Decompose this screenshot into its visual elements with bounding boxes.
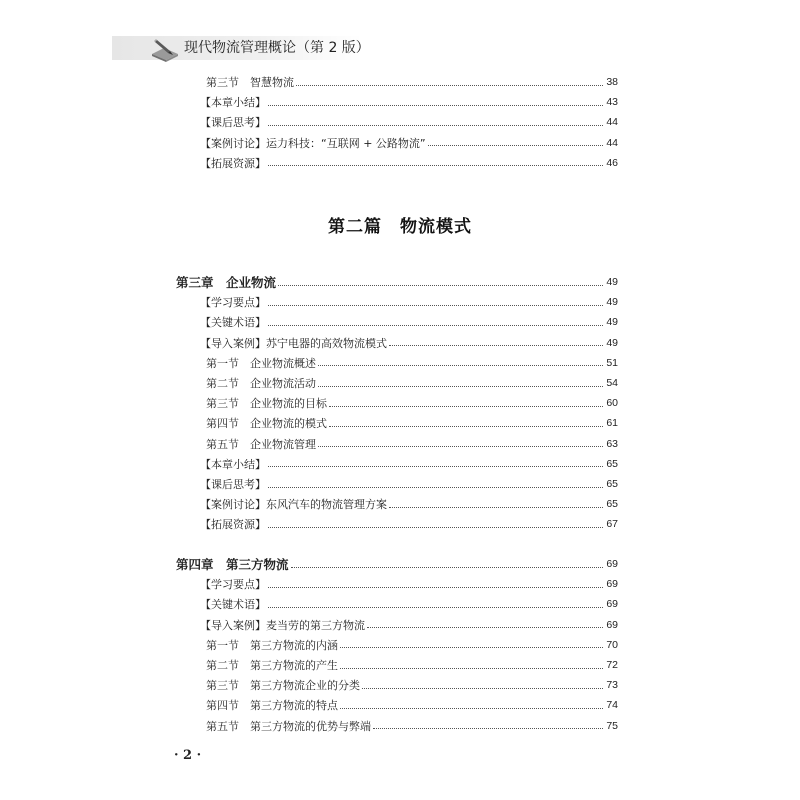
dot-leader bbox=[268, 325, 603, 326]
dot-leader bbox=[268, 527, 603, 528]
toc-entry bbox=[200, 514, 618, 534]
toc-page-number: 38 bbox=[606, 76, 618, 88]
toc-label: 【课后思考】 bbox=[200, 478, 266, 491]
toc-page-number: 49 bbox=[606, 296, 618, 309]
toc-page-number: 69 bbox=[606, 618, 618, 631]
dot-leader bbox=[268, 305, 603, 306]
dot-leader bbox=[268, 105, 603, 106]
toc-entry bbox=[200, 494, 618, 514]
dot-leader bbox=[268, 466, 603, 467]
toc-page-number: 60 bbox=[606, 397, 618, 410]
chapter-heading bbox=[176, 272, 618, 292]
toc-label: 第三章 企业物流 bbox=[176, 275, 277, 290]
toc-label: 【本章小结】 bbox=[200, 457, 266, 471]
dot-leader bbox=[268, 487, 603, 488]
toc-entry bbox=[200, 574, 618, 594]
dot-leader bbox=[268, 607, 603, 608]
toc-page-number: 49 bbox=[606, 336, 618, 349]
toc-label: 【导入案例】苏宁电器的高效物流模式 bbox=[200, 336, 387, 350]
toc-page-number: 43 bbox=[606, 96, 618, 109]
toc-page-number: 65 bbox=[606, 457, 618, 470]
toc-entry bbox=[206, 675, 618, 695]
toc-label: 第三节 智慧物流 bbox=[206, 76, 294, 89]
dot-leader bbox=[389, 345, 603, 346]
toc-page-number: 44 bbox=[606, 136, 618, 149]
dot-leader bbox=[367, 627, 603, 628]
toc-page-number: 74 bbox=[606, 699, 618, 712]
toc-entry bbox=[206, 716, 618, 736]
toc-entry bbox=[206, 635, 618, 655]
toc-entry bbox=[200, 292, 618, 312]
chapter-heading bbox=[176, 554, 618, 574]
toc-label: 第五节 第三方物流的优势与弊端 bbox=[206, 719, 371, 733]
dot-leader bbox=[340, 668, 603, 669]
toc-label: 第四节 第三方物流的特点 bbox=[206, 699, 338, 713]
toc-entry bbox=[206, 393, 618, 413]
dot-leader bbox=[296, 85, 603, 86]
toc-entry bbox=[200, 153, 618, 173]
dot-leader bbox=[329, 406, 603, 407]
toc-label: 【关键术语】 bbox=[200, 598, 266, 612]
dot-leader bbox=[318, 386, 603, 387]
toc-label: 第三节 企业物流的目标 bbox=[206, 397, 327, 411]
toc-entry bbox=[206, 373, 618, 393]
toc-entry bbox=[206, 72, 618, 92]
toc-label: 第三节 第三方物流企业的分类 bbox=[206, 679, 360, 693]
toc-page-number: 51 bbox=[606, 356, 618, 369]
toc-page-number: 65 bbox=[606, 498, 618, 511]
toc-page-number: 54 bbox=[606, 377, 618, 389]
toc-label: 【案例讨论】运力科技：“互联网 + 公路物流” bbox=[200, 136, 426, 150]
toc-entry bbox=[200, 112, 618, 132]
dot-leader bbox=[340, 708, 603, 709]
dot-leader bbox=[389, 507, 603, 508]
toc-label: 【学习要点】 bbox=[200, 578, 266, 592]
dot-leader bbox=[340, 647, 603, 648]
toc-entry bbox=[200, 133, 618, 153]
toc-page-number: 69 bbox=[606, 558, 618, 570]
toc-page-number: 46 bbox=[606, 156, 618, 169]
toc-page-number: 49 bbox=[606, 316, 618, 329]
toc-label: 【关键术语】 bbox=[200, 316, 266, 330]
dot-leader bbox=[268, 125, 603, 126]
dot-leader bbox=[318, 446, 603, 447]
toc-page-number: 73 bbox=[606, 679, 618, 692]
toc-entry bbox=[206, 413, 618, 433]
toc-page-number: 69 bbox=[606, 578, 618, 591]
toc-page-number: 49 bbox=[606, 276, 618, 288]
toc-label: 第四章 第三方物流 bbox=[176, 557, 289, 572]
toc-entry bbox=[200, 594, 618, 614]
toc-label: 第一节 企业物流概述 bbox=[206, 356, 316, 370]
dot-leader bbox=[318, 365, 603, 366]
toc-entry bbox=[200, 312, 618, 332]
toc-page-number: 61 bbox=[606, 417, 618, 430]
toc-entry bbox=[206, 655, 618, 675]
toc-page-number: 67 bbox=[606, 518, 618, 531]
toc-page-number: 63 bbox=[606, 437, 618, 450]
page-number: · 2 · bbox=[174, 748, 202, 763]
toc-label: 【本章小结】 bbox=[200, 96, 266, 110]
toc-label: 【拓展资源】 bbox=[200, 156, 266, 170]
toc-label: 【案例讨论】东风汽车的物流管理方案 bbox=[200, 498, 387, 512]
toc-label: 【导入案例】麦当劳的第三方物流 bbox=[200, 618, 365, 632]
toc-page-number: 65 bbox=[606, 478, 618, 490]
toc-entry bbox=[200, 92, 618, 112]
toc-entry bbox=[206, 434, 618, 454]
part-title: 第二篇 物流模式 bbox=[328, 217, 472, 237]
toc-page-number: 72 bbox=[606, 659, 618, 671]
toc-label: 【拓展资源】 bbox=[200, 518, 266, 532]
toc-label: 第二节 第三方物流的产生 bbox=[206, 659, 338, 672]
toc-entry bbox=[200, 454, 618, 474]
toc-entry bbox=[200, 474, 618, 494]
dot-leader bbox=[291, 567, 604, 568]
toc-label: 第二节 企业物流活动 bbox=[206, 377, 316, 390]
running-header bbox=[112, 36, 370, 60]
toc-label: 第四节 企业物流的模式 bbox=[206, 417, 327, 431]
toc-page-number: 70 bbox=[606, 638, 618, 651]
book-title: 现代物流管理概论（第 2 版） bbox=[184, 40, 370, 56]
dot-leader bbox=[428, 145, 604, 146]
book-pen-icon bbox=[148, 36, 182, 62]
dot-leader bbox=[268, 587, 603, 588]
toc-page-number: 44 bbox=[606, 116, 618, 129]
toc-entry bbox=[206, 695, 618, 715]
toc-page-number: 69 bbox=[606, 598, 618, 611]
toc-label: 【课后思考】 bbox=[200, 116, 266, 130]
dot-leader bbox=[268, 165, 603, 166]
dot-leader bbox=[278, 285, 603, 286]
dot-leader bbox=[362, 688, 603, 689]
toc-label: 【学习要点】 bbox=[200, 296, 266, 310]
toc-entry bbox=[206, 353, 618, 373]
toc-entry bbox=[200, 333, 618, 353]
toc-label: 第五节 企业物流管理 bbox=[206, 437, 316, 451]
dot-leader bbox=[329, 426, 603, 427]
dot-leader bbox=[373, 728, 603, 729]
toc-label: 第一节 第三方物流的内涵 bbox=[206, 638, 338, 652]
toc-entry bbox=[200, 615, 618, 635]
toc-page-number: 75 bbox=[606, 719, 618, 732]
